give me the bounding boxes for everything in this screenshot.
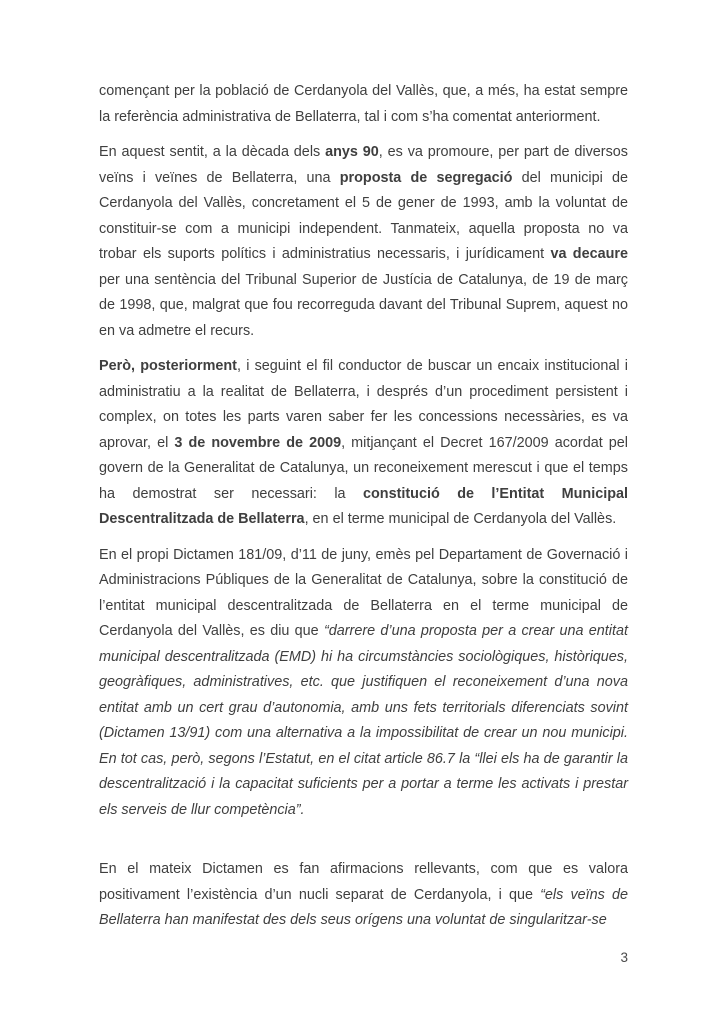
page-body — [99, 79, 628, 944]
text-run: començant per la població de Cerdanyola del Vallès, que, a més, ha estat sempre la referència administrativa de Bellaterra, tal i com s’ha comentat anteriorment. — [99, 83, 628, 125]
text-run: proposta de segregació — [339, 169, 513, 186]
text-run: En aquest sentit, a la dècada dels — [99, 144, 326, 160]
paragraph — [99, 354, 628, 533]
paragraph — [99, 79, 628, 130]
text-run: anys 90 — [325, 144, 379, 160]
text-run: En el propi Dictamen 181/09, d’11 de juny, emès pel Departament de Governació i Administracions Públiques de la Generalitat de Catalunya, sobre la constitució de l’entitat municipal descentralitzada de Bellaterra en el terme municipal de Cerdanyola del Vallès, es diu que — [99, 546, 628, 639]
paragraph — [99, 857, 628, 934]
text-run: del municipi de Cerdanyola del Vallès, concretament el 5 de gener de 1993, amb la voluntat de constituir-se com a municipi independent. Tanmateix, aquella proposta no va trobar els suports polítics i administratius necessaris, i jurídicament — [99, 169, 628, 262]
text-run: En el mateix Dictamen es fan afirmacions rellevants, com que es valora positivament l’existència d’un nucli separat de Cerdanyola, i que — [99, 861, 628, 903]
page-number: 3 — [620, 950, 628, 965]
text-run: 3 de novembre de 2009 — [174, 434, 342, 451]
paragraph — [99, 140, 628, 344]
text-run: va decaure — [550, 246, 628, 262]
text-run: , en el terme municipal de Cerdanyola del Vallès. — [304, 511, 617, 527]
text-run: constitució de l’Entitat Municipal Descentralitzada de Bellaterra — [99, 485, 628, 527]
text-run: per una sentència del Tribunal Superior de Justícia de Catalunya, de 19 de març de 1998, que, malgrat que fou recorreguda davant del Tribunal Suprem, aquest no en va admetre el recurs. — [99, 271, 628, 339]
text-run: “els veïns de Bellaterra han manifestat des dels seus orígens una voluntat de singularitzar-se — [99, 886, 628, 928]
paragraph — [99, 543, 628, 824]
text-run: “darrere d’una proposta per a crear una entitat municipal descentralitzada (EMD) hi ha circumstàncies sociològiques, històriques, geogràfiques, administratives, etc. que justifiquen el reconeixement d’una nova entitat amb un cert grau d’autonomia, amb uns fets territorials diferenciats sovint (Dictamen 13/91) com una alternativa a la impossibilitat de crear un nou municipi. En tot cas, però, segons l’Estatut, en el citat article 86.7 la “llei els ha de garantir la descentralització i la capacitat suficients per a portar a terme les activats i prestar els serveis de llur competència”. — [99, 623, 628, 818]
text-run: , i seguint el fil conductor de buscar un encaix institucional i administratiu a la realitat de Bellaterra, i després d’un procediment persistent i complex, on totes les parts varen saber fer les concessions necessàries, es va aprovar, el — [99, 358, 628, 451]
text-run: , mitjançant el Decret 167/2009 acordat pel govern de la Generalitat de Catalunya, un reconeixement merescut i que el temps ha demostrat ser necessari: la — [99, 434, 628, 502]
text-run: , es va promoure, per part de diversos veïns i veïnes de Bellaterra, una — [99, 144, 628, 186]
text-run: Però, posteriorment — [99, 358, 237, 374]
